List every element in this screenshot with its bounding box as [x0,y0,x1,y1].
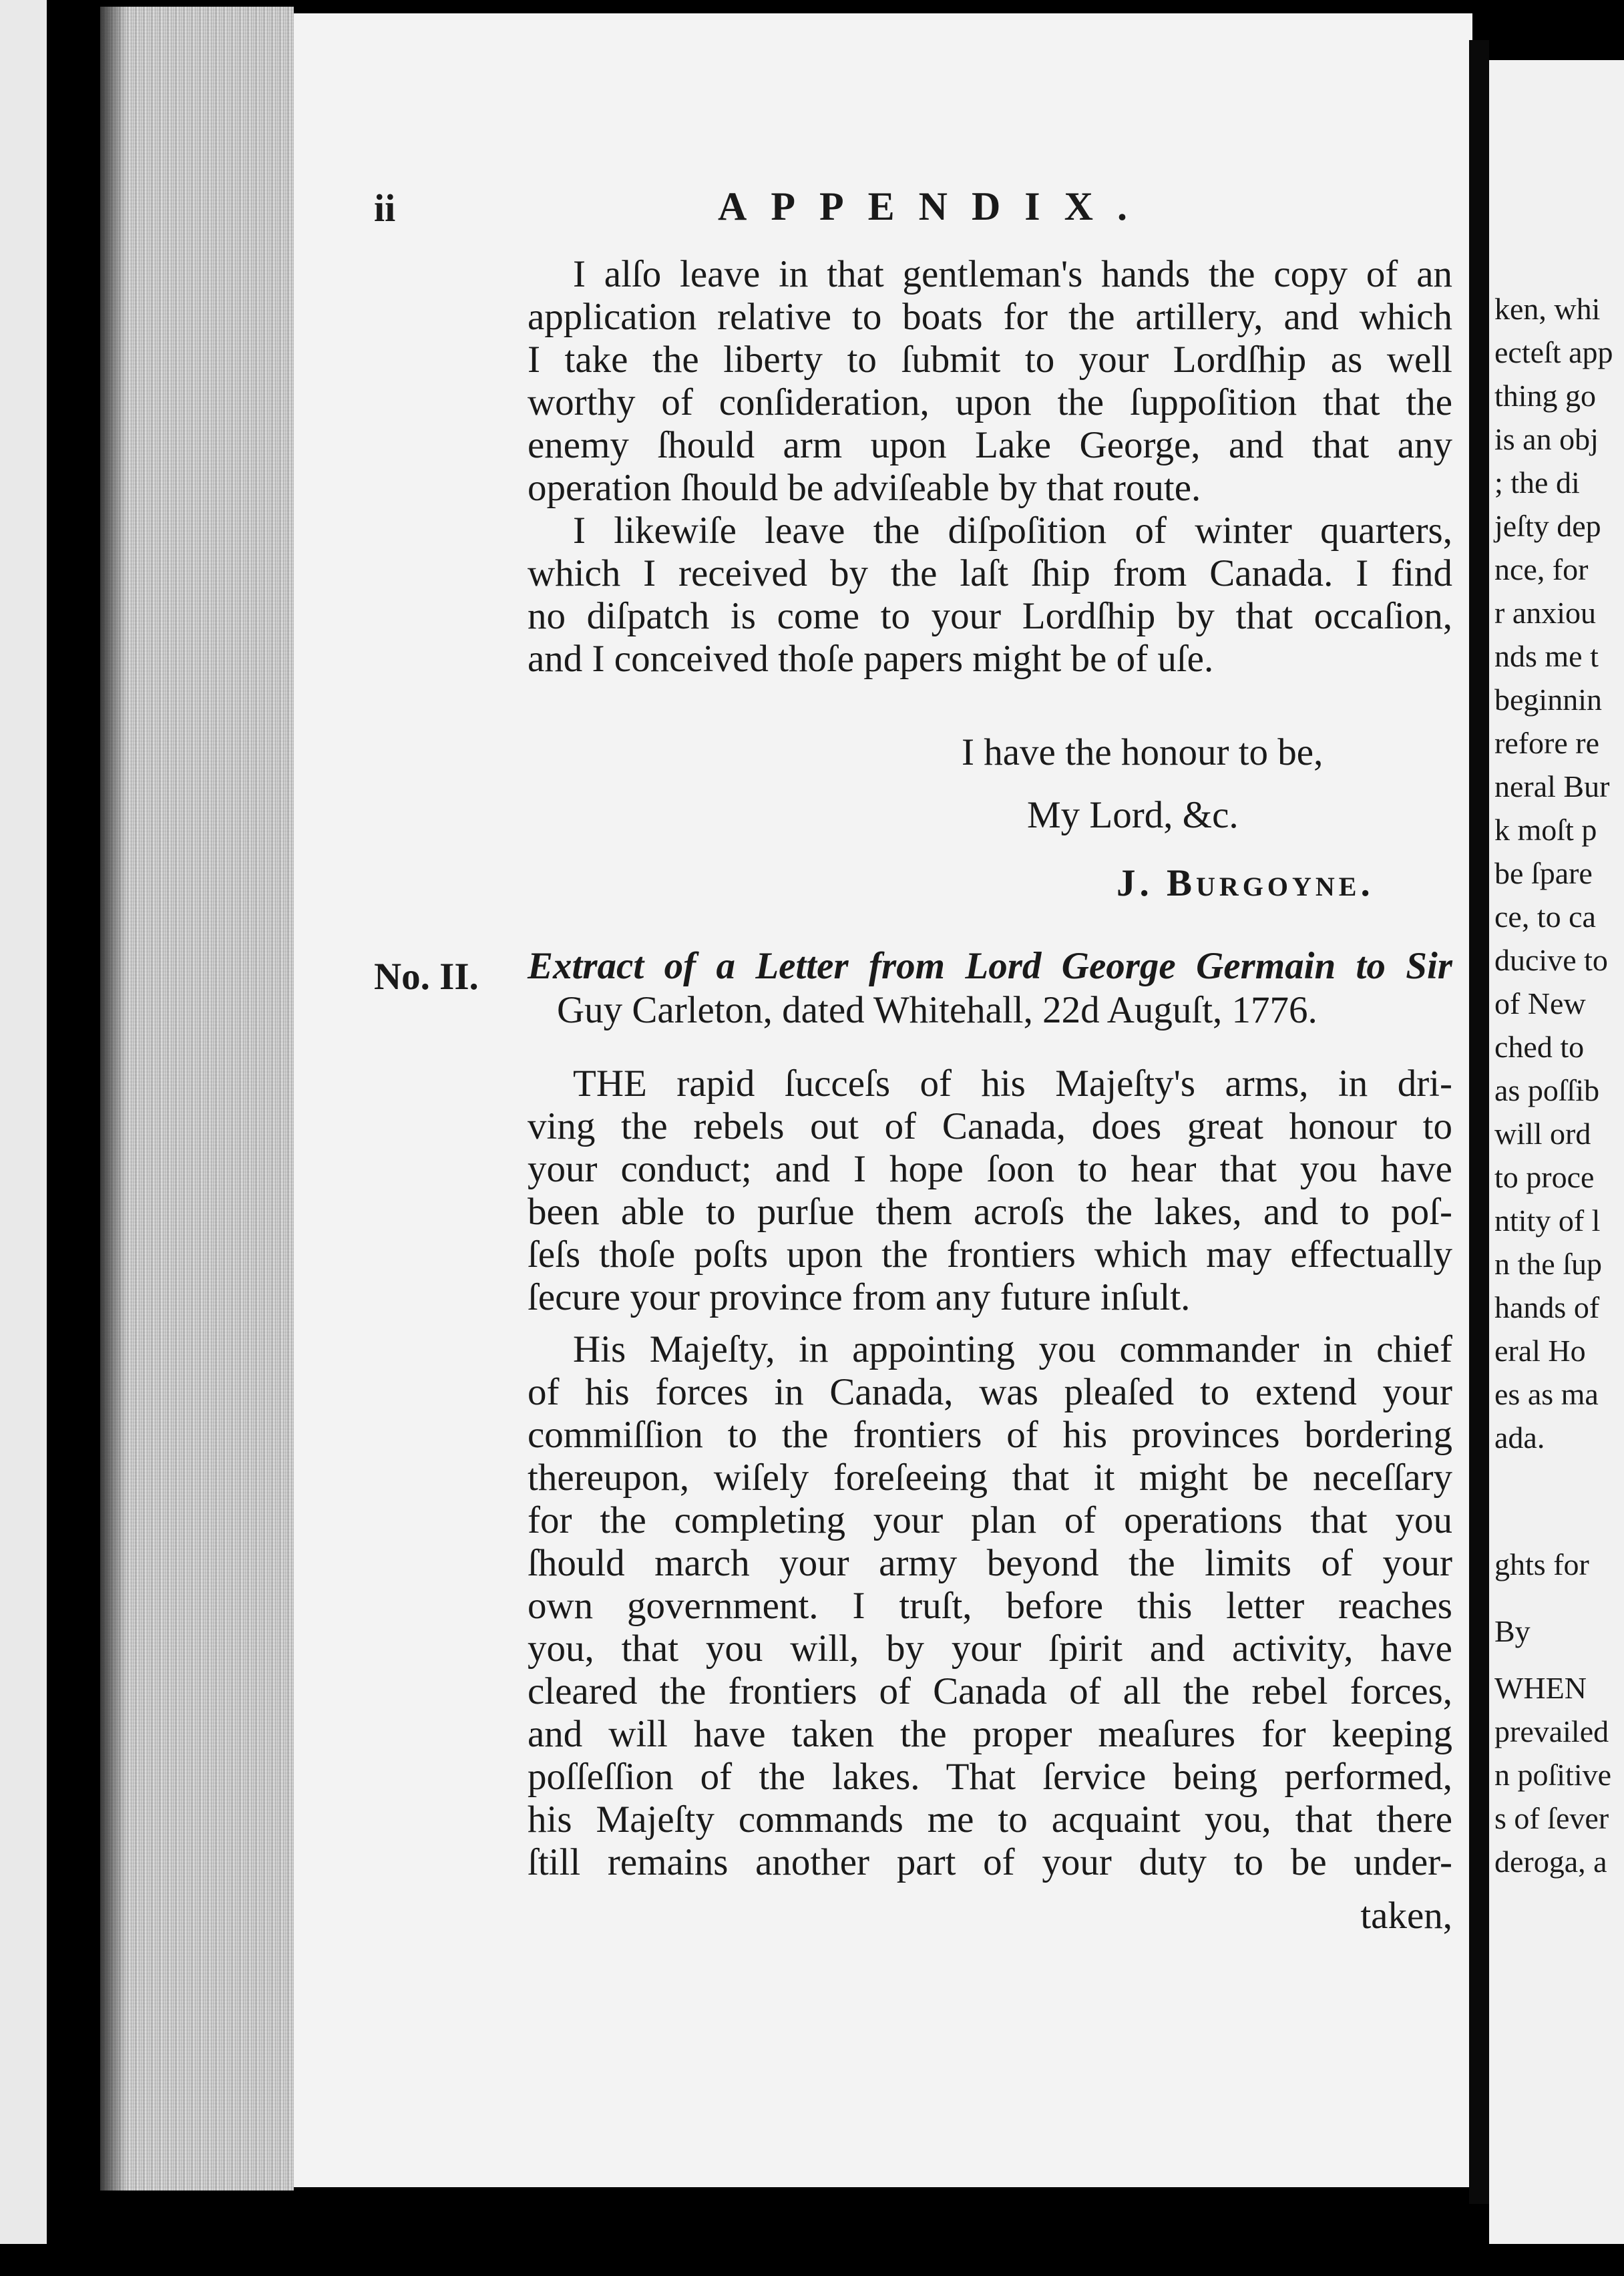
facing-page-line: of New [1494,986,1586,1020]
catchword: taken, [1360,1895,1452,1937]
text-line: been able to purſue them acroſs the lakes, and to poſ- [528,1191,1452,1233]
facing-page-line: By [1494,1614,1531,1648]
page-number: ii [374,186,396,230]
text-line: I take the liberty to ſubmit to your Lordſhip as well [528,339,1452,381]
text-line: ſhould march your army beyond the limits of your [528,1542,1452,1584]
facing-page-line: ecteſt app [1494,335,1613,369]
text-line: ving the rebels out of Canada, does great honour to [528,1105,1452,1147]
page-edge-shadow [100,7,127,2191]
text-line: enemy ſhould arm upon Lake George, and that any [528,424,1452,466]
facing-page-line: ghts for [1494,1547,1589,1581]
facing-page-line: neral Bur [1494,769,1610,803]
running-title: APPENDIX. [718,184,1151,228]
facing-page-line: es as ma [1494,1377,1599,1411]
facing-page-line: prevailed [1494,1714,1609,1748]
facing-page-line: is an obj [1494,422,1599,456]
book-gutter [1469,40,1489,2204]
facing-page-line: n poſitive [1494,1758,1612,1792]
facing-page-line: jeſty dep [1494,509,1601,543]
facing-page-line: thing go [1494,379,1597,413]
text-line: thereupon, wiſely foreſeeing that it might be neceſſary [528,1457,1452,1499]
text-line: cleared the frontiers of Canada of all the rebel forces, [528,1670,1452,1712]
facing-page-line: nds me t [1494,639,1599,673]
facing-page-line: k moſt p [1494,813,1597,847]
facing-page-line: deroga, a [1494,1845,1607,1879]
text-line: ſecure your province from any future inſult. [528,1276,1191,1318]
section-heading-line [528,947,1452,985]
text-line: I alſo leave in that gentleman's hands the copy of an [573,253,1452,295]
facing-page-line: nce, for [1494,552,1589,586]
facing-page-line: to proce [1494,1160,1595,1194]
text-line: no diſpatch is come to your Lordſhip by that occaſion, [528,595,1452,637]
text-line: for the completing your plan of operations that you [528,1499,1452,1541]
facing-page-line: beginnin [1494,683,1602,717]
text-line: and I conceived thoſe papers might be of uſe. [528,638,1214,680]
facing-page-line: ched to [1494,1030,1585,1064]
page-edges [100,7,294,2191]
closing-address: My Lord, &c. [1027,794,1239,836]
section-heading-continued: Guy Carleton, dated Whitehall, 22d Auguſt, 1776. [557,989,1317,1031]
facing-page-fragment [1489,60,1624,2244]
section-heading-line [557,991,1425,1029]
text-line: operation ſhould be adviſeable by that route. [528,467,1201,509]
text-line: and will have taken the proper meaſures for keeping [528,1713,1452,1755]
facing-page-line: n the ſup [1494,1247,1602,1281]
text-line: commiſſion to the frontiers of his provinces bordering [528,1414,1452,1456]
facing-page-line: r anxiou [1494,596,1597,630]
facing-page-line: WHEN [1494,1671,1587,1705]
text-line: poſſeſſion of the lakes. That ſervice being performed, [528,1756,1452,1798]
text-line: ſeſs thoſe poſts upon the frontiers which may effectually [528,1234,1452,1276]
facing-page-line: ken, whi [1494,292,1601,326]
facing-page-line: s of ſever [1494,1801,1609,1835]
facing-page-line: be ſpare [1494,856,1593,890]
facing-page-line: ducive to [1494,943,1608,977]
facing-page-line: ; the di [1494,465,1580,500]
facing-page-line: ntity of l [1494,1203,1601,1238]
text-line: worthy of conſideration, upon the ſuppoſition that the [528,381,1452,423]
section-label: No. II. [374,956,479,998]
text-line: own government. I truſt, before this letter reaches [528,1585,1452,1627]
scan-background [0,0,47,2244]
text-line: His Majeſty, in appointing you commander in chief [573,1328,1452,1370]
facing-page-line: as poſſib [1494,1073,1600,1107]
text-line: which I received by the laſt ſhip from Canada. I find [528,552,1452,594]
text-line: ſtill remains another part of your duty to be under- [528,1841,1452,1883]
text-line: his Majeſty commands me to acquaint you, that there [528,1798,1452,1841]
facing-page-line: hands of [1494,1290,1600,1324]
facing-page-line: ada. [1494,1420,1545,1455]
facing-page-line: ce, to ca [1494,900,1596,934]
facing-page-line: will ord [1494,1117,1591,1151]
text-line: of his forces in Canada, was pleaſed to extend your [528,1371,1452,1413]
closing-salutation: I have the honour to be, [962,731,1324,773]
facing-page-line: eral Ho [1494,1334,1586,1368]
text-line: application relative to boats for the artillery, and which [528,296,1452,338]
text-line: THE rapid ſucceſs of his Majeſty's arms, in dri- [573,1063,1452,1105]
text-line: you, that you will, by your ſpirit and activity, have [528,1628,1452,1670]
facing-page-line: refore re [1494,726,1600,760]
signature: J. Burgoyne. [1116,862,1374,904]
text-line: I likewiſe leave the diſpoſition of winter quarters, [573,510,1452,552]
text-line: your conduct; and I hope ſoon to hear that you have [528,1148,1452,1190]
section-heading: Extract of a Letter from Lord George Germain to Sir [528,945,1452,987]
